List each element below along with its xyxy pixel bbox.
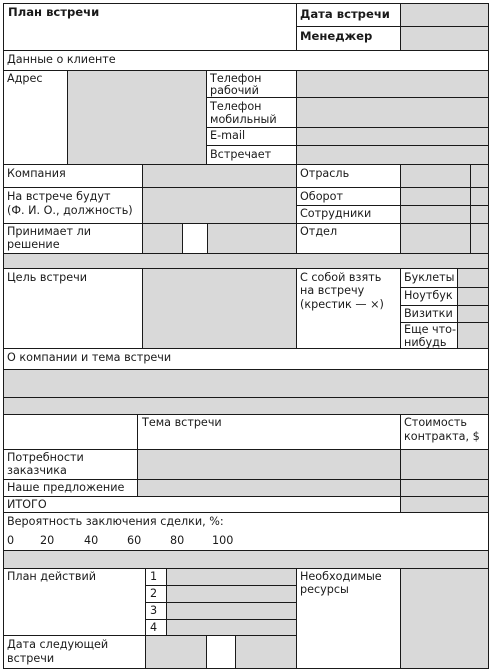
phone-work-label-2: рабочий [210,84,259,97]
take-label-2: на встречу [300,284,365,297]
attendees-label-2: (Ф. И. О., должность) [7,204,133,217]
step-number-2: 2 [150,587,158,600]
needs-label-2: заказчика [7,464,67,477]
take-checkboxes[interactable] [457,268,488,348]
next-time-field[interactable] [235,635,296,668]
industry-fields[interactable] [400,164,488,253]
employees-label: Сотрудники [300,207,372,220]
about-label: О компании и тема встречи [7,351,172,364]
phone-work-label-1: Телефон [210,72,262,85]
step-number-1: 1 [150,570,158,583]
offer-label: Наше предложение [7,481,125,494]
client-section-label: Данные о клиенте [7,53,116,66]
take-item-other-1: Еще что- [404,323,457,336]
next-meeting-label-2: встречи [7,652,55,665]
probability-label: Вероятность заключения сделки, %: [7,515,224,528]
take-label-1: С собой взять [300,271,382,284]
department-label: Отдел [300,225,338,238]
company-field[interactable] [142,164,296,187]
meeting-date-label: Дата встречи [300,7,390,21]
needs-label-1: Потребности [7,451,84,464]
goal-field[interactable] [142,268,296,348]
take-item-laptop: Ноутбук [404,289,453,302]
turnover-label: Оборот [300,190,344,203]
decides-extra-field[interactable] [207,223,296,253]
resources-label-2: ресурсы [300,583,349,596]
step-number-4: 4 [150,621,158,634]
take-label-3: (крестик — ×) [300,298,384,311]
take-item-cards: Визитки [404,307,453,320]
phone-mobile-label-1: Телефон [210,100,262,113]
decides-label-2: решение [7,238,60,251]
resources-label-1: Необходимые [300,570,382,583]
attendees-field[interactable] [142,187,296,223]
next-meeting-label-1: Дата следующей [7,638,109,651]
plan-actions-label: План действий [7,570,96,583]
decides-field[interactable] [142,223,182,253]
probability-100[interactable]: 100 [212,534,234,547]
meets-label: Встречает [210,148,272,161]
probability-0[interactable]: 0 [7,534,15,547]
next-date-field[interactable] [145,635,206,668]
plan-title: План встречи [8,5,100,19]
goal-label: Цель встречи [7,271,87,284]
probability-40[interactable]: 40 [84,534,99,547]
take-item-booklets: Буклеты [404,271,455,284]
company-label: Компания [7,167,66,180]
phone-mobile-label-2: мобильный [210,113,277,126]
cost-label-1: Стоимость [404,416,467,429]
section-divider [3,550,488,568]
section-divider [3,253,488,268]
take-item-other-2: нибудь [404,336,447,349]
industry-label: Отрасль [300,167,350,180]
probability-80[interactable]: 80 [170,534,185,547]
address-label: Адрес [7,72,43,85]
resources-field[interactable] [400,568,488,668]
address-field[interactable] [67,70,206,164]
step-number-3: 3 [150,604,158,617]
section-divider [3,397,488,414]
cost-label-2: контракта, $ [404,430,480,443]
topic-label: Тема встречи [142,416,222,429]
probability-60[interactable]: 60 [127,534,142,547]
needs-offer-field[interactable] [137,449,400,496]
decides-label-1: Принимает ли [7,225,92,238]
total-label: ИТОГО [7,498,47,511]
attendees-label-1: На встрече будут [7,190,111,203]
manager-label: Менеджер [300,29,373,43]
email-label: E-mail [210,129,246,142]
cost-field[interactable] [400,449,488,512]
probability-20[interactable]: 20 [40,534,55,547]
contacts-fields[interactable] [296,70,488,164]
about-field[interactable] [3,369,488,397]
